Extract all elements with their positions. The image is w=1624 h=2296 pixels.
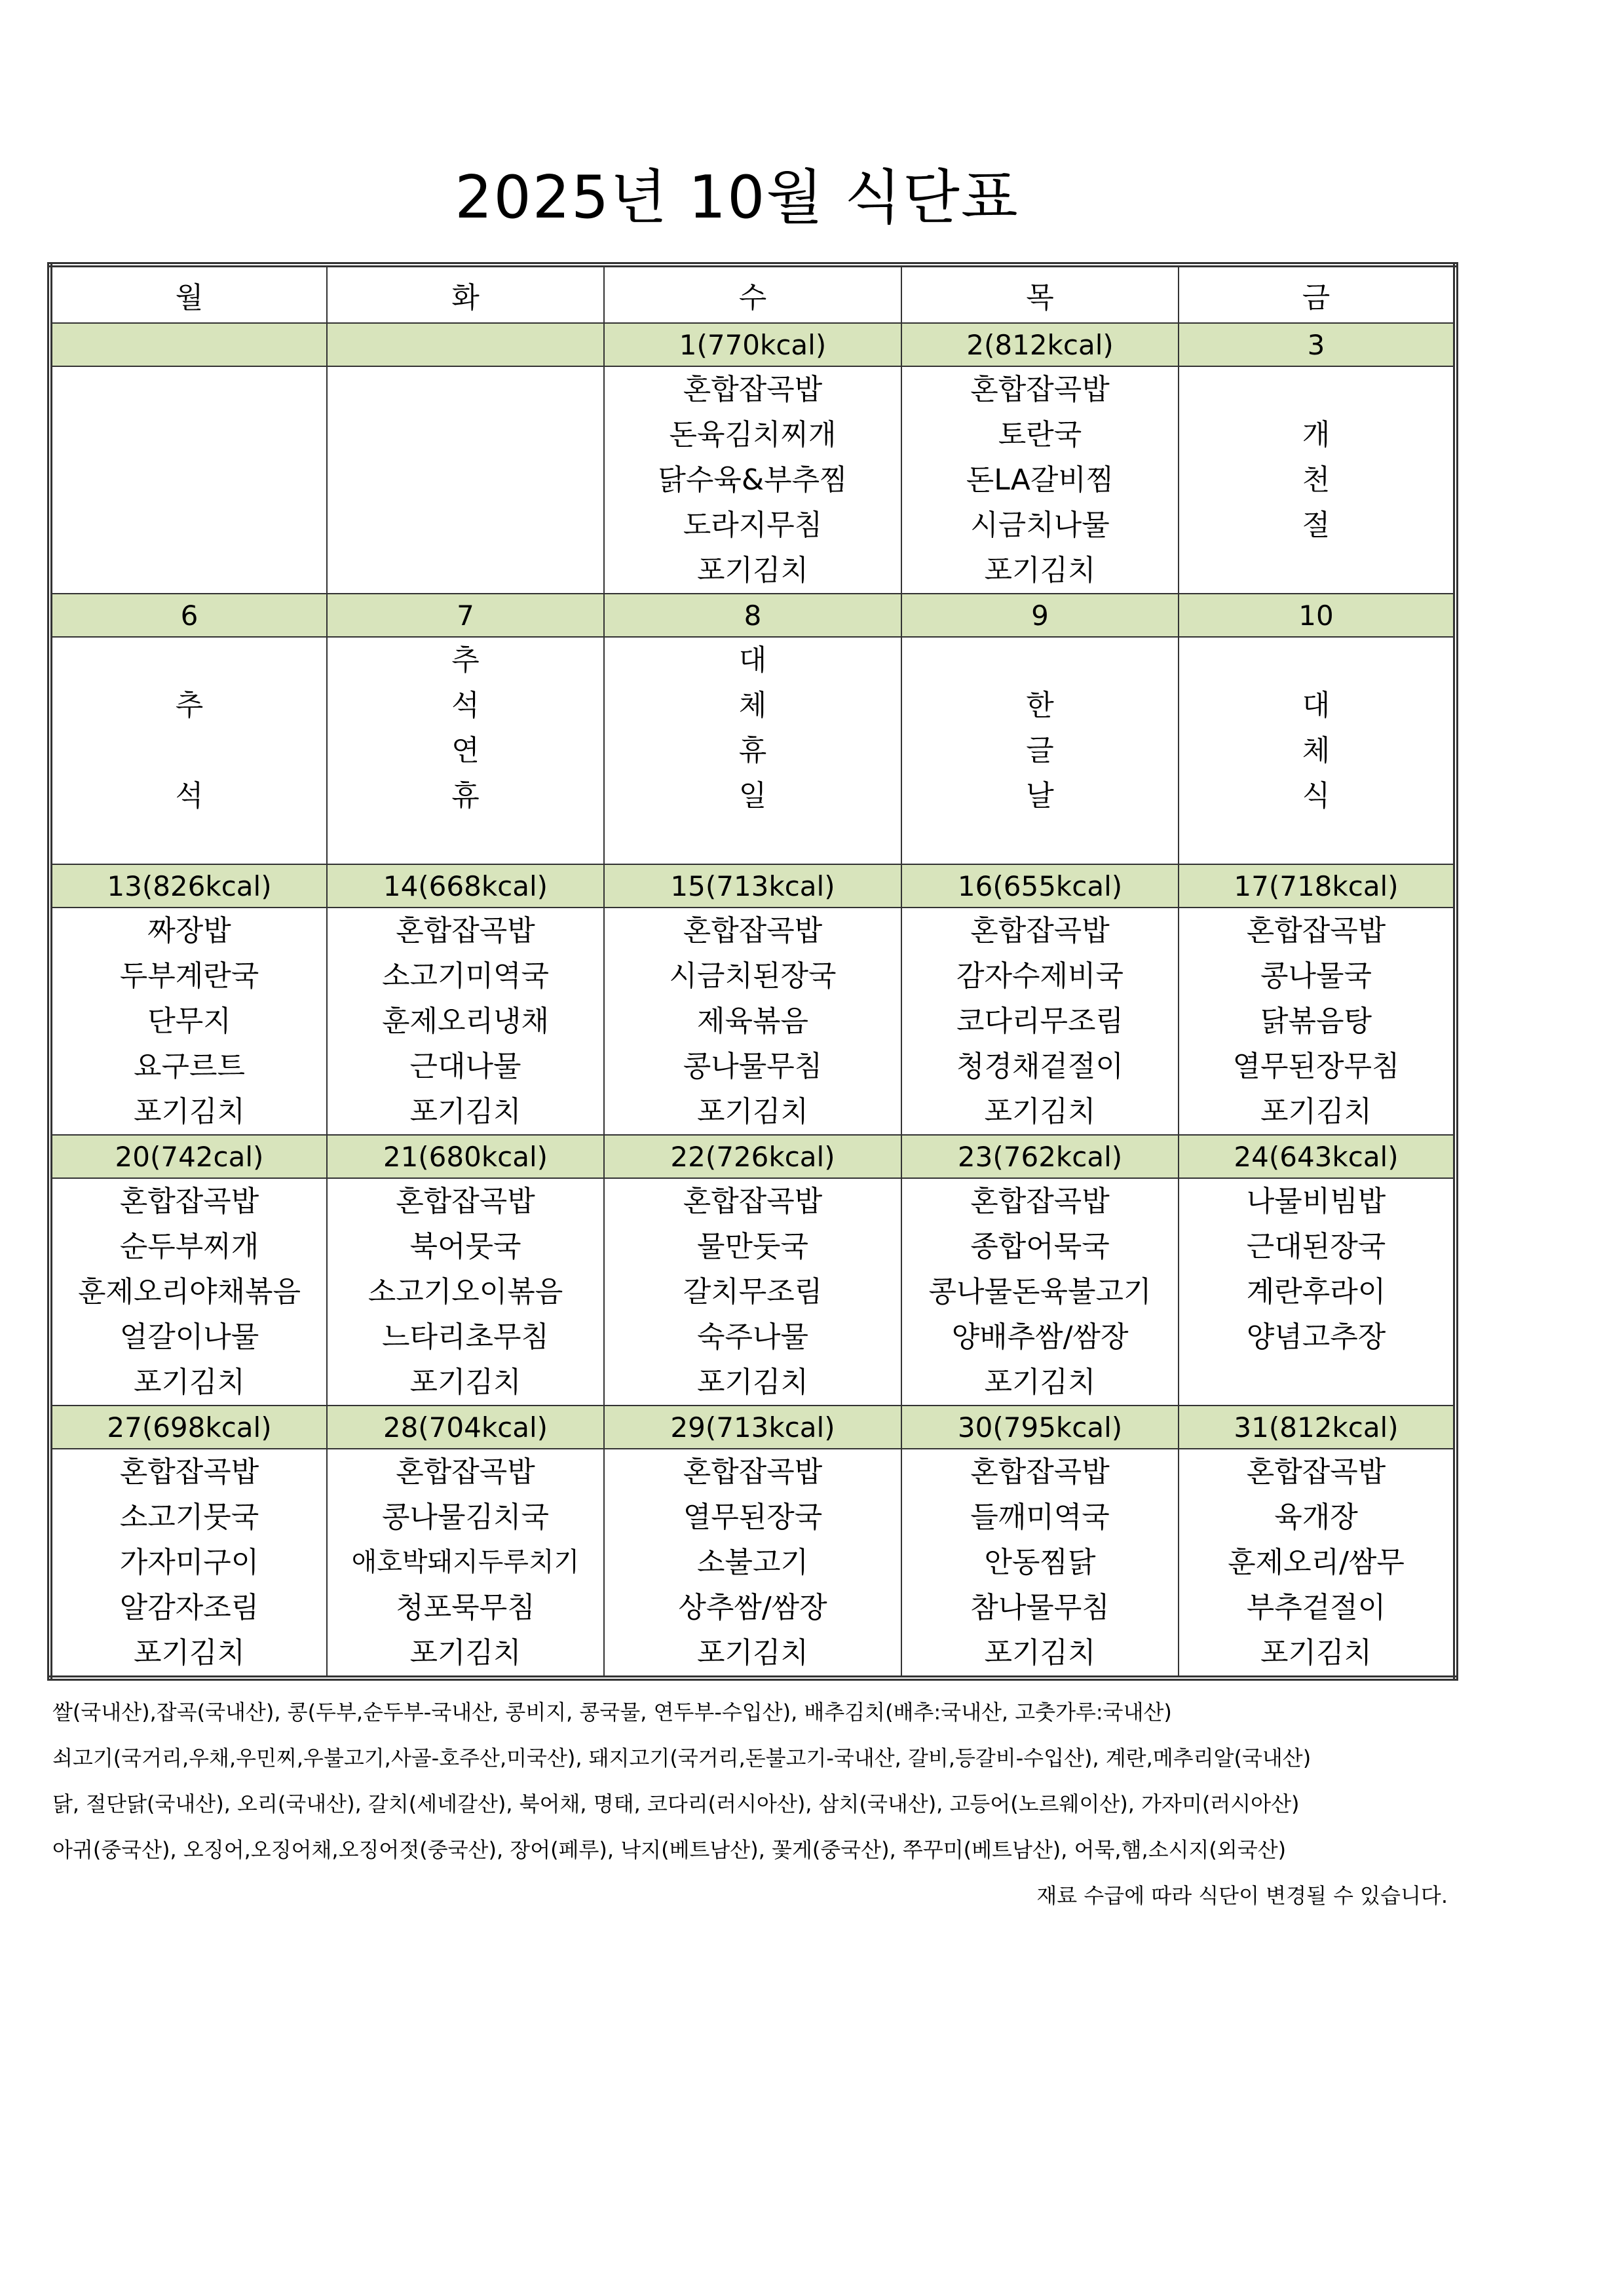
date-cell-mon: 13(826kcal): [50, 864, 327, 908]
menu-item: 훈제오리야채볶음: [77, 1275, 301, 1309]
menu-cell-tue: [327, 908, 604, 1135]
menu-item: 상추쌈/쌈장: [678, 1591, 827, 1624]
menu-item: 소고기미역국: [381, 959, 549, 993]
menu-item: 돈LA갈비찜: [966, 463, 1114, 497]
menu-item: 콩나물김치국: [381, 1501, 549, 1534]
menu-item: 순두부찌개: [119, 1230, 259, 1263]
menu-item: 육개장: [1274, 1501, 1358, 1534]
menu-item: 종합어묵국: [970, 1230, 1110, 1263]
menu-item: 훈제오리냉채: [381, 1004, 549, 1038]
date-row: [50, 323, 1456, 366]
menu-item: 혼합잡곡밥: [119, 1185, 259, 1218]
menu-item: 토란국: [998, 418, 1082, 451]
menu-cell-thu: [901, 1178, 1179, 1406]
date-cell-thu: 16(655kcal): [901, 864, 1179, 908]
date-cell-wed: 1(770kcal): [604, 323, 901, 366]
menu-item: 알감자조림: [119, 1591, 259, 1624]
date-cell-wed: 22(726kcal): [604, 1135, 901, 1178]
menu-item: 체: [738, 689, 767, 722]
menu-item: 북어뭇국: [409, 1230, 521, 1263]
menu-cell-mon: [50, 1449, 327, 1678]
menu-item: 두부계란국: [119, 959, 259, 993]
menu-cell-wed: [604, 908, 901, 1135]
date-cell-wed: 8: [604, 594, 901, 637]
menu-item: 포기김치: [409, 1095, 521, 1128]
menu-row: [50, 1449, 1456, 1678]
menu-item: 소고기뭇국: [119, 1501, 259, 1534]
menu-cell-wed: [604, 366, 901, 594]
menu-item: 글: [1026, 734, 1054, 767]
menu-item: [1179, 1360, 1453, 1405]
menu-item: [902, 818, 1178, 864]
menu-item: 갈치무조림: [683, 1275, 823, 1309]
menu-cell-mon: [50, 908, 327, 1135]
menu-item: [1179, 638, 1453, 683]
menu-item: 혼합잡곡밥: [396, 1185, 535, 1218]
menu-item: 콩나물돈육불고기: [928, 1275, 1152, 1309]
menu-item: 근대된장국: [1246, 1230, 1386, 1263]
date-cell-mon: 6: [50, 594, 327, 637]
menu-item: 부추겉절이: [1246, 1591, 1386, 1624]
date-cell-thu: 9: [901, 594, 1179, 637]
weekday-header-thu: 목: [901, 265, 1179, 323]
menu-item: 포기김치: [1260, 1636, 1372, 1670]
menu-cell-fri: [1179, 1449, 1456, 1678]
date-cell-wed: 15(713kcal): [604, 864, 901, 908]
menu-item: 코다리무조림: [956, 1004, 1124, 1038]
menu-item: 안동찜닭: [984, 1546, 1096, 1579]
weekday-header-mon: 월: [50, 265, 327, 323]
menu-item: 혼합잡곡밥: [683, 914, 823, 947]
menu-item: 훈제오리/쌈무: [1228, 1546, 1405, 1579]
menu-item: 근대나물: [409, 1050, 521, 1083]
change-disclaimer: 재료 수급에 따라 식단이 변경될 수 있습니다.: [1036, 1883, 1448, 1908]
date-row: [50, 1406, 1456, 1449]
menu-item: 포기김치: [696, 554, 808, 587]
menu-item: 애호박돼지두루치기: [351, 1547, 580, 1577]
menu-item: 열무된장국: [683, 1501, 823, 1534]
menu-item: 포기김치: [1260, 1095, 1372, 1128]
menu-cell-thu: [901, 366, 1179, 594]
origin-note-line: 쇠고기(국거리,우채,우민찌,우불고기,사골-호주산,미국산), 돼지고기(국거리,돈불고기-국내산, 갈비,등갈비-수입산), 계란,메추리알(국내산): [52, 1746, 1312, 1770]
date-cell-fri: 3: [1179, 323, 1456, 366]
menu-item: 포기김치: [984, 1095, 1096, 1128]
menu-item: 도라지무침: [683, 508, 823, 542]
menu-item: 포기김치: [133, 1366, 245, 1399]
menu-item: 포기김치: [984, 1366, 1096, 1399]
page-title: 2025년 10월 식단표: [455, 163, 1019, 232]
date-cell-mon: [50, 323, 327, 366]
menu-item: 절: [1302, 508, 1331, 542]
menu-item: 혼합잡곡밥: [119, 1455, 259, 1489]
menu-item: 닭수육&부추찜: [658, 463, 848, 497]
menu-item: 들깨미역국: [970, 1501, 1110, 1534]
menu-item: [52, 638, 326, 683]
weekday-header-fri: 금: [1179, 265, 1456, 323]
menu-item: 청경채겉절이: [956, 1050, 1124, 1083]
menu-item: 포기김치: [984, 1636, 1096, 1670]
menu-item: 한: [1026, 689, 1054, 722]
menu-item: 얼갈이나물: [119, 1320, 259, 1354]
menu-item: [1179, 548, 1453, 593]
menu-item: 일: [738, 779, 767, 813]
menu-item: 석: [175, 779, 204, 813]
menu-table: [47, 262, 1458, 1681]
menu-item: 포기김치: [133, 1095, 245, 1128]
weekday-header-row: [50, 265, 1456, 323]
date-cell-fri: 31(812kcal): [1179, 1406, 1456, 1449]
menu-body: [50, 323, 1456, 1678]
origin-notes: [52, 1689, 1461, 1919]
menu-item: 휴: [451, 779, 480, 813]
menu-item: 포기김치: [409, 1366, 521, 1399]
menu-item: 포기김치: [984, 554, 1096, 587]
menu-item: 석: [451, 689, 480, 722]
date-cell-tue: 21(680kcal): [327, 1135, 604, 1178]
menu-item: 가자미구이: [119, 1546, 259, 1579]
menu-item: 혼합잡곡밥: [970, 914, 1110, 947]
menu-item: 소고기오이볶음: [368, 1275, 563, 1309]
menu-cell-tue: [327, 637, 604, 864]
weekday-header-wed: 수: [604, 265, 901, 323]
menu-item: 양배추쌈/쌈장: [951, 1320, 1129, 1354]
menu-cell-mon: [50, 1178, 327, 1406]
menu-item: 포기김치: [133, 1636, 245, 1670]
menu-cell-tue: [327, 1449, 604, 1678]
menu-item: [605, 818, 901, 864]
menu-cell-fri: [1179, 366, 1456, 594]
menu-item: 청포묵무침: [396, 1591, 535, 1624]
menu-item: 시금치나물: [970, 508, 1110, 542]
menu-item: 혼합잡곡밥: [970, 373, 1110, 406]
date-row: [50, 864, 1456, 908]
date-cell-thu: 30(795kcal): [901, 1406, 1179, 1449]
date-cell-thu: 23(762kcal): [901, 1135, 1179, 1178]
menu-item: [1179, 367, 1453, 412]
date-cell-fri: 17(718kcal): [1179, 864, 1456, 908]
menu-item: 혼합잡곡밥: [970, 1185, 1110, 1218]
menu-item: 추: [451, 643, 480, 677]
menu-item: 추: [175, 689, 204, 722]
menu-item: 날: [1026, 779, 1054, 813]
menu-item: 체: [1302, 734, 1331, 767]
menu-item: 콩나물무침: [683, 1050, 823, 1083]
menu-item: 혼합잡곡밥: [396, 914, 535, 947]
date-cell-thu: 2(812kcal): [901, 323, 1179, 366]
date-cell-tue: 28(704kcal): [327, 1406, 604, 1449]
menu-item: 혼합잡곡밥: [1246, 914, 1386, 947]
menu-item: 혼합잡곡밥: [1246, 1455, 1386, 1489]
menu-cell-wed: [604, 1449, 901, 1678]
date-cell-tue: [327, 323, 604, 366]
date-cell-tue: 14(668kcal): [327, 864, 604, 908]
date-row: [50, 1135, 1456, 1178]
menu-item: 콩나물국: [1260, 959, 1372, 993]
menu-item: 개: [1302, 418, 1331, 451]
menu-row: [50, 908, 1456, 1135]
menu-item: 포기김치: [696, 1636, 808, 1670]
menu-cell-mon: [50, 637, 327, 864]
menu-cell-thu: [901, 1449, 1179, 1678]
menu-item: 물만둣국: [696, 1230, 808, 1263]
menu-item: 혼합잡곡밥: [683, 1185, 823, 1218]
menu-item: 열무된장무침: [1232, 1050, 1400, 1083]
menu-item: 감자수제비국: [956, 959, 1124, 993]
menu-item: 나물비빔밥: [1246, 1185, 1386, 1218]
menu-item: 닭볶음탕: [1260, 1004, 1372, 1038]
menu-item: [1179, 818, 1453, 864]
menu-item: 계란후라이: [1246, 1275, 1386, 1309]
menu-item: 요구르트: [133, 1050, 245, 1083]
menu-cell-tue: [327, 366, 604, 594]
menu-item: [902, 638, 1178, 683]
menu-item: 양념고추장: [1246, 1320, 1386, 1354]
menu-cell-wed: [604, 637, 901, 864]
menu-item: 천: [1302, 463, 1331, 497]
menu-cell-mon: [50, 366, 327, 594]
date-cell-mon: 20(742cal): [50, 1135, 327, 1178]
menu-cell-wed: [604, 1178, 901, 1406]
menu-item: 시금치된장국: [669, 959, 837, 993]
menu-item: 돈육김치찌개: [669, 418, 837, 451]
menu-item: [52, 728, 326, 773]
menu-item: 참나물무침: [970, 1591, 1110, 1624]
date-cell-tue: 7: [327, 594, 604, 637]
menu-cell-thu: [901, 637, 1179, 864]
menu-item: 대: [1302, 689, 1331, 722]
menu-row: [50, 366, 1456, 594]
menu-item: 숙주나물: [696, 1320, 808, 1354]
menu-cell-tue: [327, 1178, 604, 1406]
origin-note-line: 닭, 절단닭(국내산), 오리(국내산), 갈치(세네갈산), 북어채, 명태, 코다리(러시아산), 삼치(국내산), 고등어(노르웨이산), 가자미(러시아산): [52, 1791, 1300, 1816]
menu-item: 짜장밥: [147, 914, 231, 947]
menu-item: 느타리초무침: [381, 1320, 549, 1354]
menu-row: [50, 1178, 1456, 1406]
menu-item: [328, 818, 603, 864]
menu-item: 연: [451, 734, 480, 767]
menu-item: 포기김치: [409, 1636, 521, 1670]
menu-item: 혼합잡곡밥: [970, 1455, 1110, 1489]
menu-item: 포기김치: [696, 1366, 808, 1399]
origin-note-line: 쌀(국내산),잡곡(국내산), 콩(두부,순두부-국내산, 콩비지, 콩국물, 연두부-수입산), 배추김치(배추:국내산, 고춧가루:국내산): [52, 1700, 1172, 1725]
date-cell-fri: 24(643kcal): [1179, 1135, 1456, 1178]
menu-item: 휴: [738, 734, 767, 767]
menu-item: 혼합잡곡밥: [683, 373, 823, 406]
date-cell-fri: 10: [1179, 594, 1456, 637]
menu-item: 혼합잡곡밥: [683, 1455, 823, 1489]
date-cell-wed: 29(713kcal): [604, 1406, 901, 1449]
menu-item: 소불고기: [696, 1546, 808, 1579]
menu-cell-fri: [1179, 1178, 1456, 1406]
menu-cell-thu: [901, 908, 1179, 1135]
date-row: [50, 594, 1456, 637]
menu-item: 단무지: [147, 1004, 231, 1038]
date-cell-mon: 27(698kcal): [50, 1406, 327, 1449]
weekday-header-tue: 화: [327, 265, 604, 323]
menu-item: 제육볶음: [696, 1004, 808, 1038]
origin-note-line: 아귀(중국산), 오징어,오징어채,오징어젓(중국산), 장어(페루), 낙지(베트남산), 꽃게(중국산), 쭈꾸미(베트남산), 어묵,햄,소시지(외국산): [52, 1837, 1287, 1862]
menu-row: [50, 637, 1456, 864]
menu-item: [52, 818, 326, 864]
menu-item: 식: [1302, 779, 1331, 813]
menu-cell-fri: [1179, 908, 1456, 1135]
menu-item: 대: [738, 643, 767, 677]
menu-cell-fri: [1179, 637, 1456, 864]
menu-item: 포기김치: [696, 1095, 808, 1128]
menu-item: 혼합잡곡밥: [396, 1455, 535, 1489]
